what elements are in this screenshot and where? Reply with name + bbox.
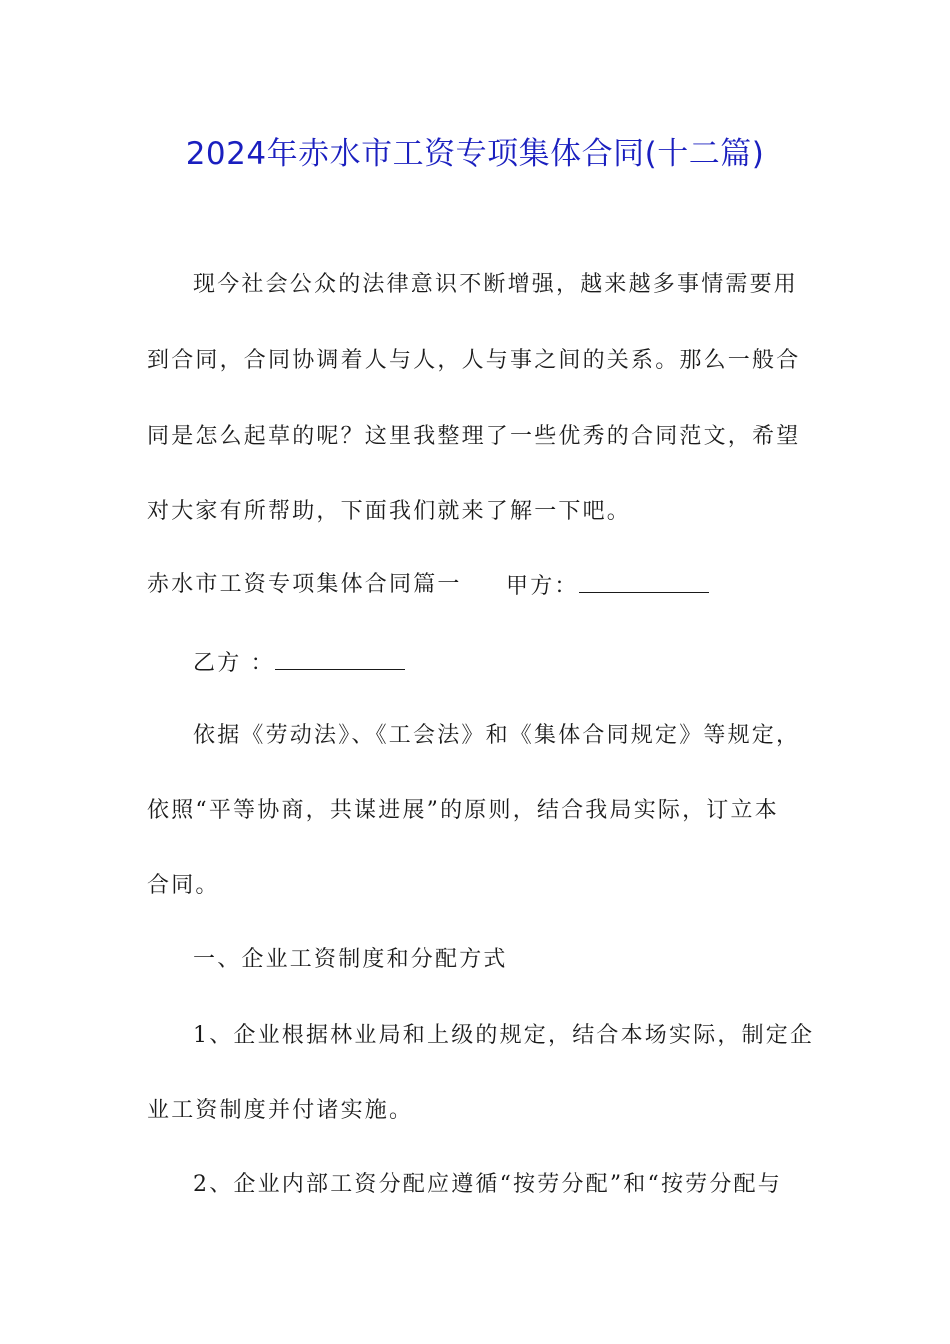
basis-line-1: 依据《劳动法》、《工会法》和《集体合同规定》等规定， — [193, 723, 801, 748]
document-title: 2024年赤水市工资专项集体合同(十二篇) — [185, 136, 765, 172]
section-heading: 赤水市工资专项集体合同篇一 — [147, 572, 462, 597]
party-a-row — [506, 570, 709, 602]
item-1-line-1: 1、企业根据林业局和上级的规定，结合本场实际，制定企 — [193, 1023, 815, 1048]
party-b-row — [193, 647, 405, 679]
intro-line-2: 到合同，合同协调着人与人，人与事之间的关系。那么一般合 — [147, 348, 801, 373]
intro-line-4: 对大家有所帮助，下面我们就来了解一下吧。 — [147, 499, 632, 524]
intro-line-1: 现今社会公众的法律意识不断增强，越来越多事情需要用 — [193, 272, 799, 297]
party-a-label: 甲方： — [506, 574, 579, 599]
party-b-blank — [275, 647, 405, 670]
party-a-blank — [579, 570, 709, 593]
item-2-line-1: 2、企业内部工资分配应遵循“按劳分配”和“按劳分配与 — [193, 1172, 782, 1197]
party-b-label: 乙方 ： — [193, 651, 275, 676]
item-1-line-2: 业工资制度并付诸实施。 — [147, 1098, 414, 1123]
intro-line-3: 同是怎么起草的呢？这里我整理了一些优秀的合同范文，希望 — [147, 424, 801, 449]
basis-line-3: 合同。 — [147, 873, 220, 898]
chapter-one-heading: 一、企业工资制度和分配方式 — [193, 947, 508, 972]
basis-line-2: 依照“平等协商，共谋进展”的原则，结合我局实际，订立本 — [147, 798, 779, 823]
